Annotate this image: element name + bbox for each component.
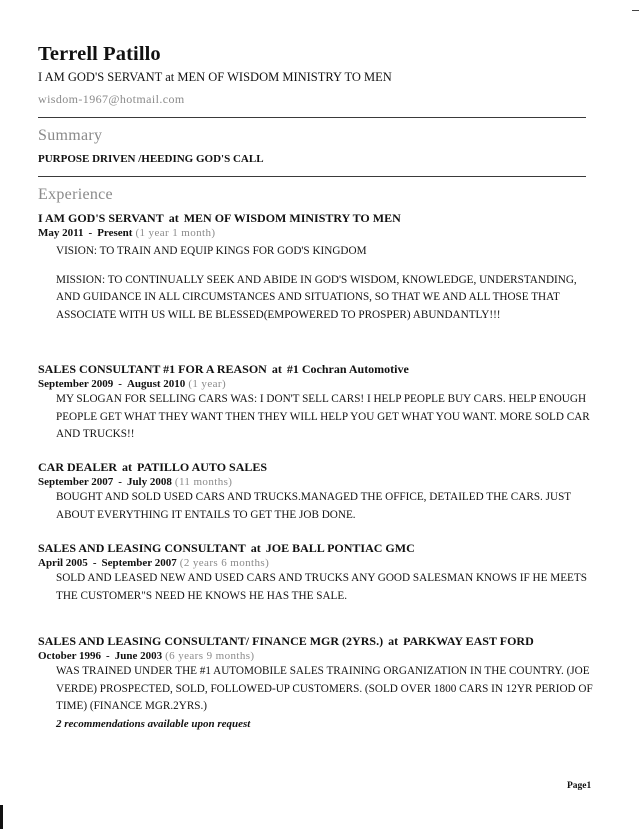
job-dates: May 2011 - Present (1 year 1 month)	[38, 227, 216, 239]
experience-heading: Experience	[38, 186, 113, 203]
job-description: BOUGHT AND SOLD USED CARS AND TRUCKS.MANAGED THE OFFICE, DETAILED THE CARS. JUST ABOUT EVERYTHING IT ENTAILS TO GET THE JOB DONE.	[56, 491, 571, 521]
page-number: Page1	[567, 781, 592, 791]
divider	[38, 117, 586, 118]
job-dates: October 1996 - June 2003 (6 years 9 months)	[38, 650, 255, 662]
job-title-line: SALES CONSULTANT #1 FOR A REASON at #1 Cochran Automotive	[38, 362, 409, 376]
job-title-line: SALES AND LEASING CONSULTANT/ FINANCE MGR (2YRS.) at PARKWAY EAST FORD	[38, 634, 534, 648]
divider	[38, 176, 586, 177]
job-title: SALES CONSULTANT #1 FOR A REASON	[38, 362, 267, 376]
person-name: Terrell Patillo	[38, 43, 161, 65]
job-company: #1 Cochran Automotive	[286, 362, 409, 376]
job-dates: September 2007 - July 2008 (11 months)	[38, 476, 233, 488]
job-company: PATILLO AUTO SALES	[137, 460, 268, 474]
job-dates: April 2005 - September 2007 (2 years 6 months)	[38, 557, 270, 569]
job-description: WAS TRAINED UNDER THE #1 AUTOMOBILE SALES TRAINING ORGANIZATION IN THE COUNTRY. (JOE VERDE) PROSPECTED, SOLD, FOLLOWED-UP CUSTOMERS. (SOLD OVER 1800 CARS IN 12YR PERIOD OF TIME) (FINANCE MGR.2YRS.)	[56, 665, 593, 712]
job-entry	[38, 211, 594, 324]
job-company: MEN OF WISDOM MINISTRY TO MEN	[183, 211, 401, 225]
job-duration: (11 months)	[174, 476, 233, 488]
summary-text: PURPOSE DRIVEN /HEEDING GOD'S CALL	[38, 153, 264, 165]
job-company: JOE BALL PONTIAC GMC	[265, 541, 415, 555]
recommendations-note: 2 recommendations available upon request	[56, 717, 251, 730]
job-title: CAR DEALER	[38, 460, 118, 474]
job-dates: September 2009 - August 2010 (1 year)	[38, 378, 227, 390]
job-duration: (2 years 6 months)	[179, 557, 270, 569]
headline: I AM GOD'S SERVANT at MEN OF WISDOM MINISTRY TO MEN	[38, 70, 392, 84]
job-title: I AM GOD'S SERVANT	[38, 211, 164, 225]
job-title: SALES AND LEASING CONSULTANT/ FINANCE MGR (2YRS.)	[38, 634, 384, 648]
scan-edge-mark	[632, 10, 639, 11]
job-entry	[38, 541, 594, 605]
job-title-line: SALES AND LEASING CONSULTANT at JOE BALL PONTIAC GMC	[38, 541, 415, 555]
job-description: MY SLOGAN FOR SELLING CARS WAS: I DON'T SELL CARS! I HELP PEOPLE BUY CARS. HELP ENOUGH PEOPLE GET WHAT THEY WANT THEN THEY WILL HELP YOU GET WHAT YOU WANT. MORE SOLD CAR AND TRUCKS!!	[56, 393, 590, 440]
job-description: VISION: TO TRAIN AND EQUIP KINGS FOR GOD'S KINGDOM	[56, 245, 367, 257]
job-duration: (1 year 1 month)	[135, 227, 216, 239]
job-company: PARKWAY EAST FORD	[403, 634, 534, 648]
job-title-line: I AM GOD'S SERVANT at MEN OF WISDOM MINISTRY TO MEN	[38, 211, 401, 225]
job-entry	[38, 460, 594, 524]
job-entry	[38, 634, 594, 732]
job-description: SOLD AND LEASED NEW AND USED CARS AND TRUCKS ANY GOOD SALESMAN KNOWS IF HE MEETS THE CUSTOMER"S NEED HE KNOWS HE HAS THE SALE.	[56, 572, 587, 602]
job-description: MISSION: TO CONTINUALLY SEEK AND ABIDE IN GOD'S WISDOM, KNOWLEDGE, UNDERSTANDING, AND GUIDANCE IN ALL CIRCUMSTANCES AND SITUATIONS, SO THAT WE AND ALL THOSE THAT ASSOCIATE WITH US WILL BE BLESSED(EMPOWERED TO PROSPER) ABUNDANTLY!!!	[56, 273, 577, 321]
job-duration: (1 year)	[188, 378, 227, 390]
job-title: SALES AND LEASING CONSULTANT	[38, 541, 246, 555]
scan-edge-mark	[0, 805, 3, 829]
summary-heading: Summary	[38, 127, 103, 144]
job-title-line: CAR DEALER at PATILLO AUTO SALES	[38, 460, 268, 474]
email-address: wisdom-1967@hotmail.com	[38, 92, 185, 106]
job-entry	[38, 362, 594, 444]
job-duration: (6 years 9 months)	[165, 650, 255, 662]
